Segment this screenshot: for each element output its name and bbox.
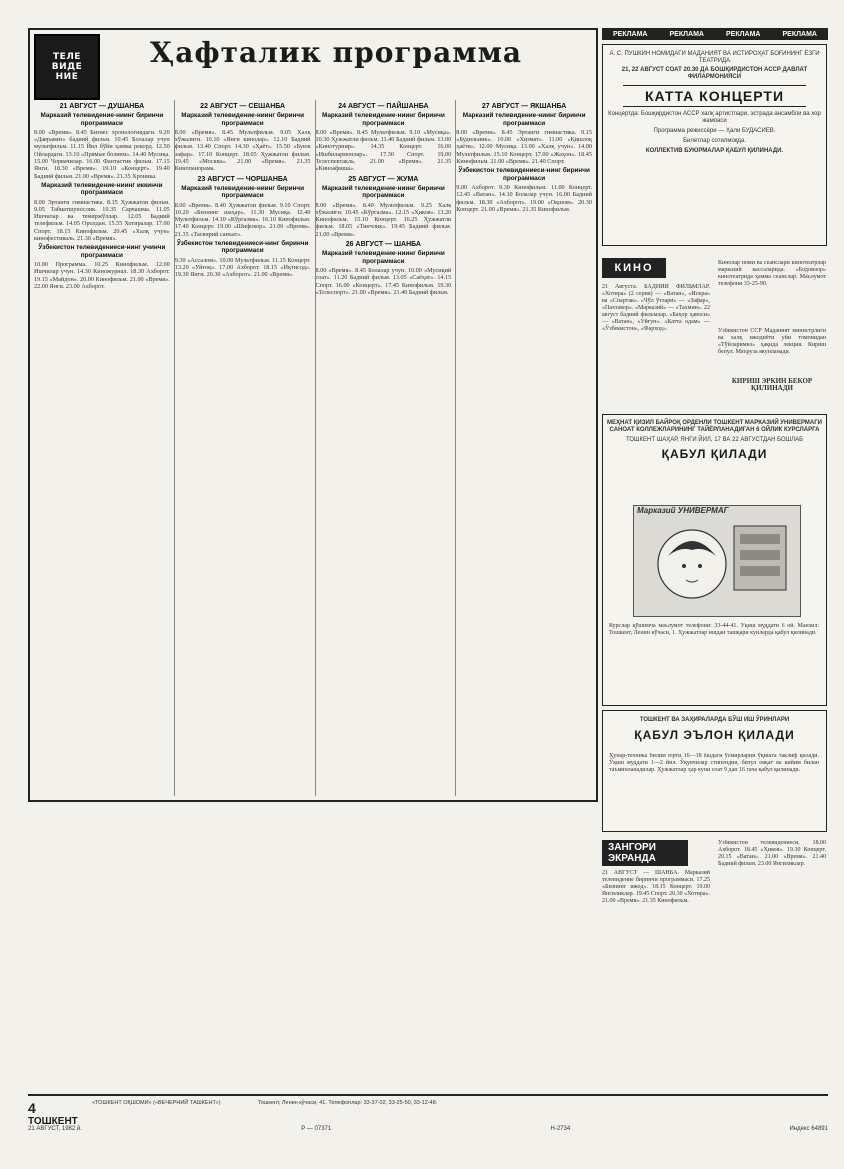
univermag-brand: Марказий УНИВЕРМАГ xyxy=(637,506,729,515)
kino-note: Кинолар номи ва сеанслари кинотеатрлар марказий кассаларида. «Бодомзор» кинотеатрида ҳамма сеанслар. Маълумот телефони 33-25-90. xyxy=(718,260,826,287)
day-heading: 24 АВГУСТ — ПАЙШАНБА xyxy=(338,103,429,110)
footer-bottom-line xyxy=(28,1126,828,1132)
concert-venue: А. С. ПУШКИН НОМИДАГИ МАДАНИЯТ ВА ИСТИРОҲАТ БОҒИНИНГ ЁЗГИ ТЕАТРИДА xyxy=(609,51,820,64)
concert-advert xyxy=(602,44,827,246)
channel-heading: Марказий телевидение-ниинг иккинчи программаси xyxy=(41,181,163,197)
tv-logo-line: НИЕ xyxy=(55,72,79,82)
program-text: 10.00 Программа. 10.25 Кинофильм. 12.00 Ишчилар учун. 14.30 Киножурнал. 18.30 Ахборот. 19.15 «Майдон». 20.00 Кинофильм. 21.00 «Время». 22.00 Янги. 23.00 Ахборот. xyxy=(34,260,170,290)
univermag-headline: МЕҲНАТ ҚИЗИЛ БАЙРОҚ ОРДЕНЛИ ТОШКЕНТ МАРКАЗИЙ УНИВЕРМАГИ САНОАТ КОЛЛЕЖЛАРИНИНГ ТАЙЁРЛАНАДИГАН 6 ОЙЛИК КУРСЛАРГА xyxy=(607,420,822,433)
channel-heading: Марказий телевидение-ниинг биринчи программаси xyxy=(321,184,445,200)
admission-title: ҚАБУЛ ЭЪЛОН ҚИЛАДИ xyxy=(634,728,795,742)
channel-heading: Марказий телевидение-ниинг биринчи программаси xyxy=(321,112,445,127)
print-index: Р — 07371 xyxy=(301,1126,332,1132)
paper-name: «ТОШКЕНТ ОҚШОМИ» («ВЕЧЕРНИЙ ТАШКЕНТ») xyxy=(92,1100,221,1106)
channel-heading: Марказий телевидение-ниинг биринчи программаси xyxy=(321,250,445,265)
concert-tickets: Билетлар сотилмоқда. xyxy=(683,138,746,144)
program-text: 9.00 Ахборот. 9.30 Кинофильм. 11.00 Концерт. 12.45 «Ватан». 14.10 Болалар учун. 16.00 Бадиий фильм. 18.30 «Ахборот». 19.00 «Оқшом». 20.30 Концерт. 21.00 «Время». 21.35 Кинофильм. xyxy=(456,183,592,213)
day-heading: 27 АВГУСТ — ЯКШАНБА xyxy=(481,103,567,110)
program-text: 8.00 «Время». 8.45 Бизнес хронологиядаги. 9.20 «Даврамиз» бадиий фильм. 10.45 Болалар учун мультфильм. 11.15 Йил бўйи ҳамма рекорд. 12.50 Ойлардаги. 13.10 «Прямые болнем». 14.40 Мусиқа. 15.00 Чорвачилар. 16.00 Фантастик фильм. 17.15 Янги. 18.30 «Время». 19.10 «Концерт». 19.40 Бадиий фильм. 21.00 «Время». 21.35 Хроника. xyxy=(34,128,170,180)
tv-logo xyxy=(34,34,100,100)
zangori-line: ЗАНГОРИ xyxy=(608,842,656,853)
program-text: 8.00 «Время». 8.45 Эртанги гимнастика. 9.15 «Будильник». 10.00 «Хизмат». 11.00 «Қишлоқ ҳаёти». 12.00 Мусиқа. 13.00 «Халқ учун». 14.00 Мультфильм. 15.10 Концерт. 17.00 «Жаҳон». 18.45 Кинофильм. 21.00 «Время». 21.40 Спорт. xyxy=(456,128,592,166)
zangori-line: ЭКРАНДА xyxy=(608,853,656,864)
newspaper-footer xyxy=(28,1094,828,1136)
order-number: Н-2734 xyxy=(550,1126,571,1132)
program-text: 8.00 «Время». 8.40 Мультфильм. 9.25 Халқ хўжалиги. 10.45 «Кўргазма». 12.15 «Ҳикоя». 13.20 Кинофильм. 15.10 Концерт. 16.25 Ҳужжатли фильм. 18.05 «Тинчлик». 19.45 Бадиий фильм. 21.00 «Время». xyxy=(315,201,452,238)
kino-listing: 21 Августа. БАДИИЙ ФИЛЬМЛАР. «Хотира» (2 серия) — «Ватан», «Искра» ва «Спартак». «Чўл ўтлари» — «Зафар», «Пахтакор». «Марказий» — «Тахмин». 22 август бадиий фильмлар. «Баҳор ҳавоси» — «Ватан», «Уйғун». «Катта одам» — «Ўзбекистон», «Фарход». xyxy=(602,284,710,332)
program-column xyxy=(455,100,592,796)
editorial-address: Тошкент, Ленин кўчаси, 41. Телефонлар: 33-37-02, 33-25-50, 33-12-48. xyxy=(258,1100,438,1106)
univermag-title: ҚАБУЛ ҚИЛАДИ xyxy=(661,447,768,461)
footer-logo-text: ТОШКЕНТ xyxy=(28,1116,78,1127)
day-heading: 25 АВГУСТ — ЖУМА xyxy=(348,175,419,183)
program-text: 9.30 «Ассалом». 10.00 Мультфильм. 11.15 Концерт. 13.20 «Уйғоқ». 17.00 Ахборот. 18.15 «Иқтисод». 19.30 Янги. 20.30 «Ахборот». 21.00 «Время». xyxy=(174,256,311,279)
program-column xyxy=(315,100,452,796)
program-text: 8.00 Эртанги гимнастика. 8.15 Ҳужжатли фильм. 9.05 Табиатшунослик. 10.35 Сарчашма. 11.05 Ишчилар ва темиржўллар. 12.05 Бадиий телефильм. 14.05 Оролдан. 15.55 Хотиралар. 17.00 Спорт. 18.15 Кинофильм. 20.45 «Халқ учун» кинофестиваль. 21.30 «Время». xyxy=(34,198,170,243)
concert-orders: КОЛЛЕКТИВ БУЮРМАЛАР ҚАБУЛ ҚИЛИНАДИ. xyxy=(645,148,784,154)
channel-heading: Марказий телевидение-ниинг биринчи программаси xyxy=(181,184,305,200)
newspaper-page xyxy=(28,28,828,1133)
univermag-body: Курслар қўшимча маълумот телефони: 33-44-41. Ўқиш муддати 6 ой. Манзил: Тошкент, Ленин кўчаси, 1. Ҳужжатлар ишдан ташқари кунларда қабул қилинади. xyxy=(609,623,819,636)
program-text: 8.00 «Время». 8.45 Болалар учун. 10.00 «Мусиқий соат». 11.20 Бадиий фильм. 13.05 «Саёҳат». 14.15 Спорт. 16.00 «Концерт». 17.45 Кинофильм. 19.30 «Телеспорт». 21.00 «Время». 21.40 Бадиий фильм. xyxy=(315,266,452,296)
concert-detail: Концертда: Бошқирдистон АССР халқ артистлари, эстрада ансамбли ва хор жамоаси xyxy=(608,111,821,124)
zangori-heading xyxy=(602,840,688,866)
program-text: 8.00 «Время». 8.45 Мультфильм. 9.10 «Мусиқа». 10.30 Ҳужжатли фильм. 11.40 Бадиий фильм. 13.00 «Кинотурнир». 14.35 Концерт. 16.00 «Ишбилармонлар». 17.30 Спорт. 19.00 Телеспектакль. 21.00 «Время». 21.35 «Киноафиша». xyxy=(315,128,452,173)
zangori-listing-2: Ўзбекистон телевидениеси. 18.00 Ахборот. 18.45 «Ҳикоя». 19.30 Концерт. 20.15 «Ватан». 21.00 «Время». 21.40 Бадиий фильм. 23.00 Янгиликлар. xyxy=(718,840,826,867)
channel-heading: Ўзбекистон телевидениеси-нинг учинчи программаси xyxy=(38,244,166,259)
channel-heading: Марказий телевидение-ниинг биринчи программаси xyxy=(40,112,164,127)
concert-title: КАТТА КОНЦЕРТИ xyxy=(623,85,806,107)
right-column xyxy=(602,28,828,1088)
issue-date: 21 АВГУСТ, 1982 й. xyxy=(28,1126,82,1132)
univermag-dates: ТОШКЕНТ ШАҲАР, ЯНГИ ЙИЛ, 17 ВА 22 АВГУСТДАН БОШЛАБ xyxy=(625,437,804,443)
advert-label: РЕКЛАМА xyxy=(613,30,648,38)
free-entry-note: КИРИШ ЭРКИН БЕКОР ҚИЛИНАДИ xyxy=(731,378,813,392)
lecture-note: Ўзбекистон ССР Маданият министрлиги ва халқ ижодиёти уйи томонидан «Тўйларимиз» ҳақида лекция. Кириш бепул. Маъруза якунланади. xyxy=(718,328,826,355)
concert-dates: 21, 22 АВГУСТ СОАТ 20.30 ДА БОШҚИРДИСТОН АССР ДАВЛАТ ФИЛАРМОНИЯСИ xyxy=(621,67,808,80)
admission-headline: ТОШКЕНТ ВА ЗАҲИРАЛАРДА БЎШ ИШ ЎРИНЛАРИ xyxy=(639,717,790,723)
concert-director: Программа режиссёри — Ҳали БУДАСИЕВ. xyxy=(653,128,776,134)
tv-program-frame xyxy=(28,28,598,802)
day-heading: 26 АВГУСТ — ШАНБА xyxy=(345,241,421,249)
admission-body: Ҳунар-техника билим юрти 16—18 ёшдаги ўсмирларни ўқишга таклиф қилади. Ўқиш муддати 1—2 йил. Ўқувчилар стипендия, бепул овқат ва кийим билан таъминланадилар. Ҳужжатлар ҳар куни соат 9 дан 16 гача қабул қилинади. xyxy=(609,753,819,773)
univermag-picture xyxy=(634,506,800,616)
kino-heading: КИНО xyxy=(602,258,666,278)
channel-heading: Ўзбекистон телевидениеси-нинг биринчи программаси xyxy=(458,167,590,182)
admission-advert xyxy=(602,710,827,832)
advert-label: РЕКЛАМА xyxy=(669,30,704,38)
subscription-index: Индекс 64891 xyxy=(789,1126,828,1132)
advert-label: РЕКЛАМА xyxy=(782,30,817,38)
channel-heading: Марказий телевидение-ниинг биринчи программаси xyxy=(181,112,305,127)
page-title: Ҳафталик программа xyxy=(150,36,523,69)
univermag-advert xyxy=(602,414,827,706)
day-heading: 22 АВГУСТ — СЕШАНБА xyxy=(200,103,286,110)
program-column xyxy=(34,100,170,796)
advert-bar xyxy=(602,28,828,40)
footer-logo xyxy=(28,1100,78,1127)
advert-label: РЕКЛАМА xyxy=(726,30,761,38)
day-heading: 23 АВГУСТ — ЧОРШАНБА xyxy=(197,175,288,183)
program-columns xyxy=(34,100,592,796)
program-text: 8.00 «Время». 8.40 Ҳужжатли фильм. 9.10 Спорт. 10.20 «Бизнинг шаҳар». 11.30 Мусиқа. 12.40 Мультфильм. 14.10 «Кўргазма». 16.10 Кинофильм. 17.40 Концерт. 19.00 «Шифокор». 21.00 «Время». 21.35 «Тасвирий санъат». xyxy=(174,201,311,238)
program-text: 8.00 «Время». 8.45 Мультфильм. 9.05 Халқ хўжалиги. 10.10 «Янги кинолар». 12.10 Бадиий фильм. 13.40 Спорт. 14.30 «Ҳаёт». 15.50 «Буюк зафар». 17.10 Концерт. 18.05 Ҳужжатли фильм. 19.45 «Москва». 21.00 «Время». 21.35 Кинопанорама. xyxy=(174,128,311,173)
zangori-listing: 21 АВГУСТ — ШАНБА. Марказий телевидение биринчи программаси. 17.25 «Бизнинг ижод». 18.15 Концерт. 19.00 Янгиликлар. 19.45 Спорт. 20.30 «Хотира». 21.00 «Время». 21.35 Кинофильм. xyxy=(602,870,710,904)
day-heading: 21 АВГУСТ — ДУШАНБА xyxy=(59,103,145,110)
channel-heading: Ўзбекистон телевидениеси-нинг биринчи программаси xyxy=(176,240,309,255)
tv-logo-line: ВИДЕ xyxy=(51,62,83,72)
univermag-illustration xyxy=(633,505,801,617)
tv-logo-line: ТЕЛЕ xyxy=(53,52,81,62)
program-column xyxy=(174,100,311,796)
page-number: 4 xyxy=(28,1100,36,1116)
channel-heading: Марказий телевидение-ниинг биринчи программаси xyxy=(462,112,586,127)
